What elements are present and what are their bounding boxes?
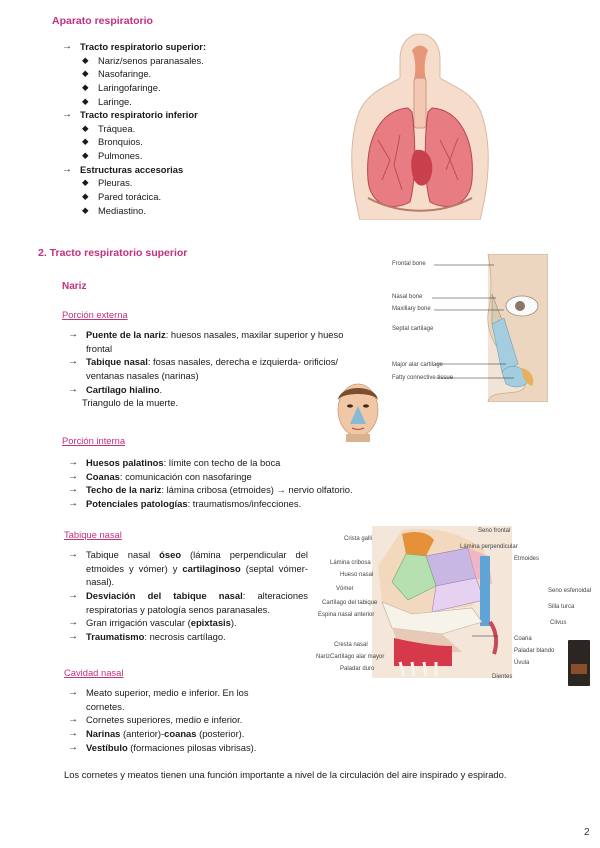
list-item: → Narinas (anterior)-coanas (posterior). xyxy=(68,727,288,741)
section2-title: 2. Tracto respiratorio superior xyxy=(38,247,188,259)
list-item: → Vestíbulo (formaciones pilosas vibrisas). xyxy=(68,741,288,755)
list-item: ◆ Pared torácica. xyxy=(82,190,302,204)
face-triangle-illustration xyxy=(330,380,386,442)
cavidad-nasal-heading: Cavidad nasal xyxy=(64,667,124,678)
list-item: → Desviación del tabique nasal: alteraciones respiratorias y patología senos paranasales. xyxy=(68,589,308,616)
group-label: Tracto respiratorio inferior xyxy=(80,109,198,121)
septum-label: Etmoides xyxy=(514,556,540,562)
section1-outline xyxy=(62,40,302,217)
nariz-heading: Nariz xyxy=(62,281,87,292)
group-accesorias xyxy=(62,163,302,218)
label-nasal-bone: Nasal bone xyxy=(392,294,423,300)
list-item: → Puente de la nariz: huesos nasales, maxilar superior y hueso frontal xyxy=(68,328,368,355)
list-item: → Tabique nasal: fosas nasales, derecha e izquierda- orificios/ ventanas nasales (narinas) xyxy=(68,355,368,382)
list-item: ◆ Nariz/senos paranasales. xyxy=(82,54,302,68)
triangle-note: Triangulo de la muerte. xyxy=(82,397,179,409)
septum-label: Seno frontal xyxy=(478,528,511,534)
septum-label: Silla turca xyxy=(548,604,575,610)
list-item: → Techo de la nariz: lámina cribosa (etmoides) → nervio olfatorio. xyxy=(68,483,408,497)
septum-label: Cresta nasal xyxy=(334,642,368,648)
label-maxillary-bone: Maxillary bone xyxy=(392,306,431,312)
tabique-nasal-list xyxy=(68,548,308,643)
porcion-interna-list xyxy=(68,456,408,511)
list-item: → Gran irrigación vascular (epixtasis). xyxy=(68,616,308,630)
label-septal-cartilage: Septal cartilage xyxy=(392,326,434,332)
list-item: ◆ Bronquios. xyxy=(82,135,302,149)
list-item: ◆ Mediastino. xyxy=(82,204,302,218)
list-item: → Huesos palatinos: límite con techo de la boca xyxy=(68,456,408,470)
septum-label: Úvula xyxy=(514,660,530,666)
group-label: Estructuras accesorias xyxy=(80,163,184,175)
closing-paragraph: Los cornetes y meatos tienen una función importante a nivel de la circulación del aire inspirado y espirado. xyxy=(64,769,507,780)
page-number: 2 xyxy=(584,827,590,838)
septum-label: Coana xyxy=(514,636,532,642)
list-item: ◆ Nasofaringe. xyxy=(82,67,302,81)
book-thumbnail-band xyxy=(571,664,587,674)
septum-label: Hueso nasal xyxy=(340,572,374,578)
label-frontal-bone: Frontal bone xyxy=(392,261,426,267)
septum-label: Nariz xyxy=(316,654,331,660)
list-item: ◆ Laringofaringe. xyxy=(82,81,302,95)
list-item: → Cartílago hialino. xyxy=(68,383,368,397)
septum-label: Lámina perpendicular xyxy=(460,544,518,550)
tabique-nasal-heading: Tabique nasal xyxy=(64,529,122,540)
group-superior xyxy=(62,40,302,108)
group-label: Tracto respiratorio superior: xyxy=(80,41,207,52)
respiratory-system-illustration xyxy=(330,30,508,220)
section1-title: Aparato respiratorio xyxy=(52,15,153,27)
list-item: ◆ Pleuras. xyxy=(82,176,302,190)
list-item: ◆ Laringe. xyxy=(82,95,302,109)
septum-label: Clivus xyxy=(550,620,567,626)
porcion-externa-heading: Porción externa xyxy=(62,309,128,320)
list-item: → Cornetes superiores, medio e inferior. xyxy=(68,713,288,727)
list-item: ◆ Pulmones. xyxy=(82,149,302,163)
label-major-alar-cartilage: Major alar cartilage xyxy=(392,362,444,368)
septum-label: Dientes xyxy=(492,674,513,680)
list-item: → Coanas: comunicación con nasofaringe xyxy=(68,470,408,484)
septum-label: Lámina cribosa xyxy=(330,560,371,566)
list-item: → Meato superior, medio e inferior. En los cornetes. xyxy=(68,686,288,713)
septum-label: Cartílago del tabique xyxy=(322,600,378,606)
book-thumbnail xyxy=(568,640,590,686)
group-inferior xyxy=(62,108,302,163)
septum-label: Crista galli xyxy=(344,536,373,542)
septum-label: Vómer xyxy=(336,586,354,592)
porcion-interna-heading: Porción interna xyxy=(62,435,126,446)
septum-label: Paladar duro xyxy=(340,666,375,672)
list-item: → Tabique nasal óseo (lámina perpendicular del etmoides y vómer) y cartilaginoso (septal vómer-nasal). xyxy=(68,548,308,589)
septum-label: Seno esfenoidal xyxy=(548,588,592,594)
list-item: → Traumatismo: necrosis cartílago. xyxy=(68,630,308,644)
porcion-externa-list xyxy=(68,328,368,410)
cavidad-nasal-list xyxy=(68,686,288,754)
label-fatty-tissue: Fatty connective tissue xyxy=(392,375,454,381)
list-item: ◆ Tráquea. xyxy=(82,122,302,136)
septum-label: Cartílago alar mayor xyxy=(330,654,385,660)
septum-label: Paladar blando xyxy=(514,648,555,654)
list-item: → Potenciales patologías: traumatismos/infecciones. xyxy=(68,497,408,511)
septum-label: Espina nasal anterior xyxy=(318,612,375,618)
